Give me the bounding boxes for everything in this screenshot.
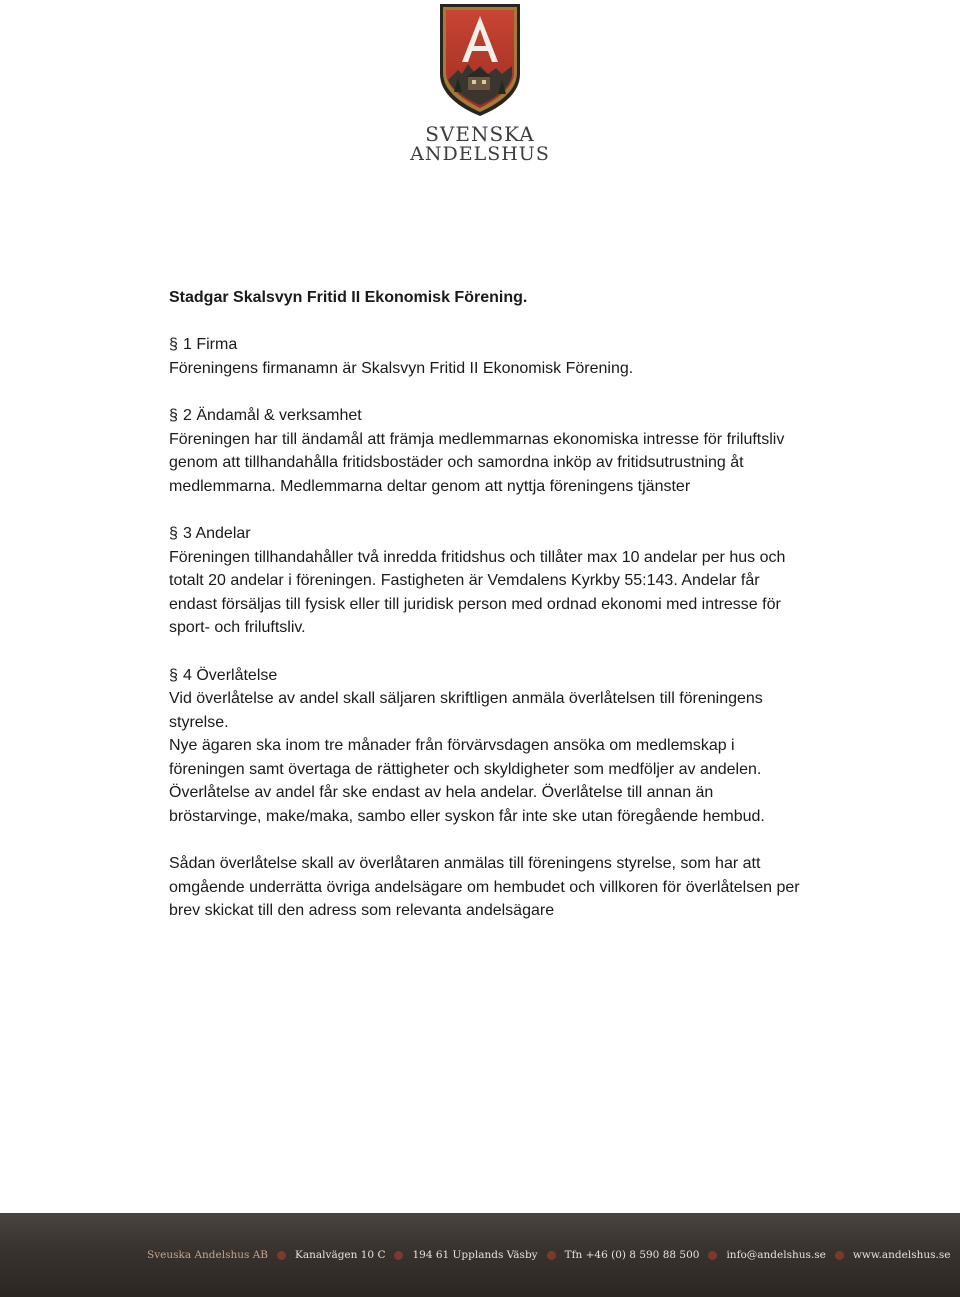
paragraph-sign: § bbox=[169, 666, 178, 684]
section-heading bbox=[169, 664, 809, 688]
footer-separator-icon bbox=[277, 1251, 286, 1260]
shield-emblem-icon bbox=[438, 2, 522, 118]
footer-postal: 194 61 Upplands Väsby bbox=[412, 1249, 538, 1261]
section-firma bbox=[169, 333, 809, 380]
footer-company: Sveuska Andelshus AB bbox=[147, 1249, 269, 1261]
footer-email[interactable]: info@andelshus.se bbox=[726, 1249, 826, 1261]
section-paragraph: Nye ägaren ska inom tre månader från förvärvsdagen ansöka om medlemskap i föreningen samt övertaga de rättigheter och skyldigheter som medföljer av andelen. Överlåtelse av andel får ske endast av hela andelar. Överlåtelse till annan än bröstarvinge, make/maka, sambo eller syskon får inte ske utan föregående hembud. bbox=[169, 737, 765, 826]
document-title: Stadgar Skalsvyn Fritid II Ekonomisk Förening. bbox=[169, 289, 528, 306]
paragraph-sign: § bbox=[169, 406, 178, 424]
footer-website[interactable]: www.andelshus.se bbox=[852, 1249, 951, 1261]
footer-contact-row bbox=[147, 1247, 950, 1263]
footer-address: Kanalvägen 10 C bbox=[295, 1249, 386, 1261]
section-heading bbox=[169, 404, 809, 428]
footer-separator-icon bbox=[547, 1251, 556, 1260]
section-paragraph: Föreningens firmanamn är Skalsvyn Fritid II Ekonomisk Förening. bbox=[169, 359, 634, 377]
section-andamal bbox=[169, 404, 809, 498]
footer-separator-icon bbox=[394, 1251, 403, 1260]
company-logo bbox=[0, 0, 960, 175]
section-heading-text: 4 Överlåtelse bbox=[183, 666, 278, 684]
footer-phone: Tfn +46 (0) 8 590 88 500 bbox=[564, 1249, 700, 1261]
section-paragraph: Vid överlåtelse av andel skall säljaren skriftligen anmäla överlåtelsen till föreningens styrelse. bbox=[169, 690, 763, 731]
section-heading-text: 2 Ändamål & verksamhet bbox=[183, 406, 362, 424]
section-overlatelse bbox=[169, 664, 809, 829]
section-heading-text: 3 Andelar bbox=[183, 524, 251, 542]
paragraph-sign: § bbox=[169, 336, 178, 354]
footer-separator-icon bbox=[835, 1251, 844, 1260]
section-heading bbox=[169, 333, 809, 357]
footer-separator-icon bbox=[708, 1251, 717, 1260]
paragraph-sign: § bbox=[169, 524, 178, 542]
section-andelar bbox=[169, 522, 809, 640]
logo-wordmark-line1: SVENSKA bbox=[425, 122, 535, 146]
document-body bbox=[169, 286, 809, 923]
section-paragraph: Föreningen har till ändamål att främja medlemmarnas ekonomiska intresse för friluftsliv genom att tillhandahålla fritidsbostäder och samordna inköp av fritidsutrustning åt medlemmarna. Medlemmarna deltar genom att nyttja föreningens tjänster bbox=[169, 430, 785, 495]
section-heading-text: 1 Firma bbox=[183, 336, 238, 354]
closing-paragraph: Sådan överlåtelse skall av överlåtaren anmälas till föreningens styrelse, som har att omgående underrätta övriga andelsägare om hembudet och villkoren för överlåtelsen per brev skickat till den adress som relevanta andelsägare bbox=[169, 855, 800, 920]
section-heading bbox=[169, 522, 809, 546]
section-paragraph: Föreningen tillhandahåller två inredda fritidshus och tillåter max 10 andelar per hus och totalt 20 andelar i föreningen. Fastigheten är Vemdalens Kyrkby 55:143. Andelar får endast försäljas till fysisk eller till juridisk person med ordnad ekonomi med intresse för sport- och friluftsliv. bbox=[169, 548, 786, 637]
logo-wordmark-line2: ANDELSHUS bbox=[410, 143, 550, 165]
